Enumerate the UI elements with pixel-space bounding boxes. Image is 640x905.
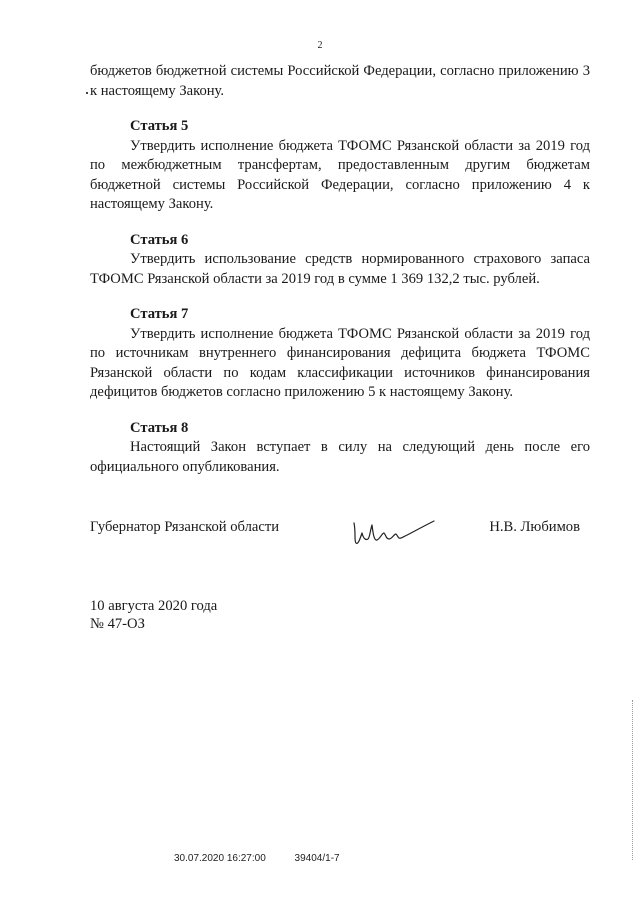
signatory-position: Губернатор Рязанской области — [90, 519, 280, 535]
article-6-title: Статья 6 — [130, 231, 189, 248]
page-number: 2 — [317, 40, 323, 51]
article-8-text: Настоящий Закон вступает в силу на следующий день после его официального опубликования. — [90, 439, 590, 475]
intro-paragraph: бюджетов бюджетной системы Российской Федерации, согласно приложению 3 к настоящему Закону. — [90, 63, 590, 99]
law-number: № 47-ОЗ — [90, 616, 145, 632]
signatory-name: Н.В. Любимов — [489, 519, 580, 535]
footer-doc-id: 39404/1-7 — [294, 853, 340, 864]
article-7-text: Утвердить исполнение бюджета ТФОМС Рязанской области за 2019 год по источникам внутреннего финансирования дефицита бюджета ТФОМС Рязанской области по кодам классификации источников финансирования дефицитов бюджетов согласно приложению 5 к настоящему Закону. — [90, 325, 590, 400]
article-5-text: Утвердить исполнение бюджета ТФОМС Рязанской области за 2019 год по межбюджетным трансфертам, предоставленным другим бюджетам бюджетной системы Российской Федерации, согласно приложению 4 к настоящему Закону. — [90, 137, 590, 212]
handwritten-signature — [348, 511, 438, 551]
scan-edge — [632, 700, 634, 860]
signing-date: 10 августа 2020 года — [90, 598, 218, 614]
scan-mark — [86, 92, 88, 94]
article-8-title: Статья 8 — [130, 419, 189, 436]
date-block — [90, 597, 217, 633]
footer — [174, 853, 366, 864]
signature-block — [90, 515, 590, 555]
article-7-title: Статья 7 — [130, 306, 189, 322]
footer-timestamp: 30.07.2020 16:27:00 — [174, 853, 266, 864]
document-body — [90, 62, 590, 477]
article-5-title: Статья 5 — [130, 118, 189, 134]
article-6-text: Утвердить использование средств нормированного страхового запаса ТФОМС Рязанской области за 2019 год в сумме 1 369 132,2 тыс. рублей. — [90, 251, 590, 287]
